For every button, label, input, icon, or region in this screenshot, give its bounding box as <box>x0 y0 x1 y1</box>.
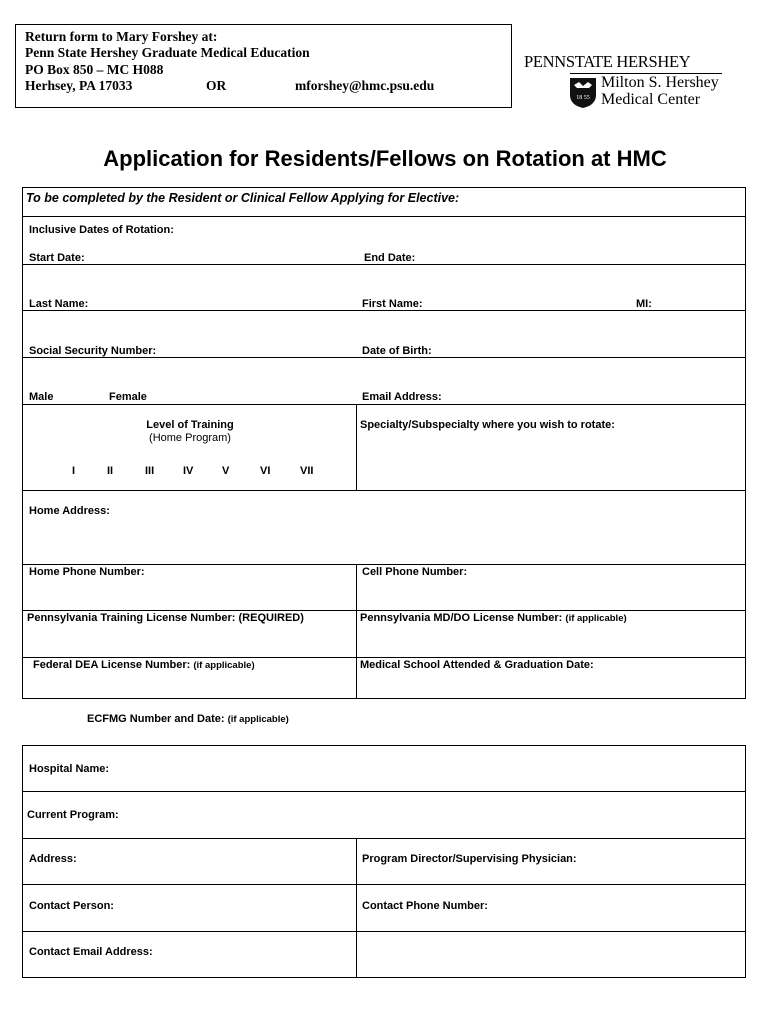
page-title: Application for Residents/Fellows on Rotation at HMC <box>103 146 667 171</box>
start-date-label: Start Date: <box>29 252 85 264</box>
current-program-label: Current Program: <box>27 809 119 821</box>
divider <box>22 404 746 405</box>
divider <box>22 357 746 358</box>
contact-phone-label: Contact Phone Number: <box>362 900 488 912</box>
divider <box>22 838 746 839</box>
training-level-option: VI <box>260 465 271 477</box>
divider <box>22 216 746 217</box>
end-date-label: End Date: <box>364 252 416 264</box>
cell-phone-label: Cell Phone Number: <box>362 566 468 578</box>
contact-person-label: Contact Person: <box>29 900 114 912</box>
hospital-name-label: Hospital Name: <box>29 763 110 775</box>
home-address-label: Home Address: <box>29 505 110 517</box>
return-line-2: Penn State Hershey Graduate Medical Education <box>25 45 310 60</box>
return-email: mforshey@hmc.psu.edu <box>295 78 435 93</box>
return-line-3: PO Box 850 – MC H088 <box>25 62 164 77</box>
return-or: OR <box>206 78 227 93</box>
mi-label: MI: <box>636 298 652 310</box>
email-label: Email Address: <box>362 391 442 403</box>
divider <box>22 310 746 311</box>
if-applicable-note: (if applicable) <box>227 714 289 725</box>
logo-line-2: Medical Center <box>601 91 701 108</box>
dea-license-label: Federal DEA License Number: (if applicable) <box>33 659 255 671</box>
ssn-label: Social Security Number: <box>29 345 157 357</box>
penn-state-hershey-logo <box>524 52 734 112</box>
pa-training-license-label: Pennsylvania Training License Number: (REQUIRED) <box>27 612 304 624</box>
inclusive-dates-label: Inclusive Dates of Rotation: <box>29 224 174 236</box>
divider <box>22 657 746 658</box>
address-label: Address: <box>29 853 77 865</box>
divider <box>22 490 746 491</box>
pa-md-license-label: Pennsylvania MD/DO License Number: (if applicable) <box>360 612 627 624</box>
med-school-label: Medical School Attended & Graduation Date: <box>360 659 594 671</box>
divider <box>22 931 746 932</box>
training-level-option: III <box>145 465 155 477</box>
logo-year: 18 55 <box>576 95 590 101</box>
home-phone-label: Home Phone Number: <box>29 566 145 578</box>
return-line-1: Return form to Mary Forshey at: <box>25 29 218 44</box>
training-level-option: I <box>72 465 76 477</box>
divider <box>356 838 357 978</box>
training-level-option: IV <box>183 465 194 477</box>
last-name-label: Last Name: <box>29 298 89 310</box>
training-level-option: II <box>107 465 114 477</box>
female-label: Female <box>109 391 147 403</box>
dob-label: Date of Birth: <box>362 345 432 357</box>
section-header: To be completed by the Resident or Clinical Fellow Applying for Elective: <box>26 191 460 205</box>
divider <box>22 264 746 265</box>
divider <box>22 610 746 611</box>
first-name-label: First Name: <box>362 298 423 310</box>
divider <box>22 564 746 565</box>
ecfmg-label: ECFMG Number and Date: (if applicable) <box>87 713 289 725</box>
contact-email-label: Contact Email Address: <box>29 946 153 958</box>
divider <box>356 404 357 490</box>
if-applicable-note: (if applicable) <box>565 613 627 624</box>
divider <box>22 791 746 792</box>
male-label: Male <box>29 391 54 403</box>
logo-line-1: Milton S. Hershey <box>601 74 719 91</box>
home-program-label: (Home Program) <box>149 432 231 444</box>
return-address-box <box>15 24 512 108</box>
logo-brand: PENNSTATE HERSHEY <box>524 52 691 71</box>
shield-icon <box>569 77 597 109</box>
specialty-label: Specialty/Subspecialty where you wish to rotate: <box>360 419 615 431</box>
divider <box>22 884 746 885</box>
training-level-option: VII <box>300 465 314 477</box>
training-level-option: V <box>222 465 230 477</box>
program-director-label: Program Director/Supervising Physician: <box>362 853 577 865</box>
return-city: Herhsey, PA 17033 <box>25 78 133 93</box>
level-of-training-label: Level of Training <box>146 419 234 431</box>
divider <box>356 564 357 699</box>
if-applicable-note: (if applicable) <box>193 660 255 671</box>
